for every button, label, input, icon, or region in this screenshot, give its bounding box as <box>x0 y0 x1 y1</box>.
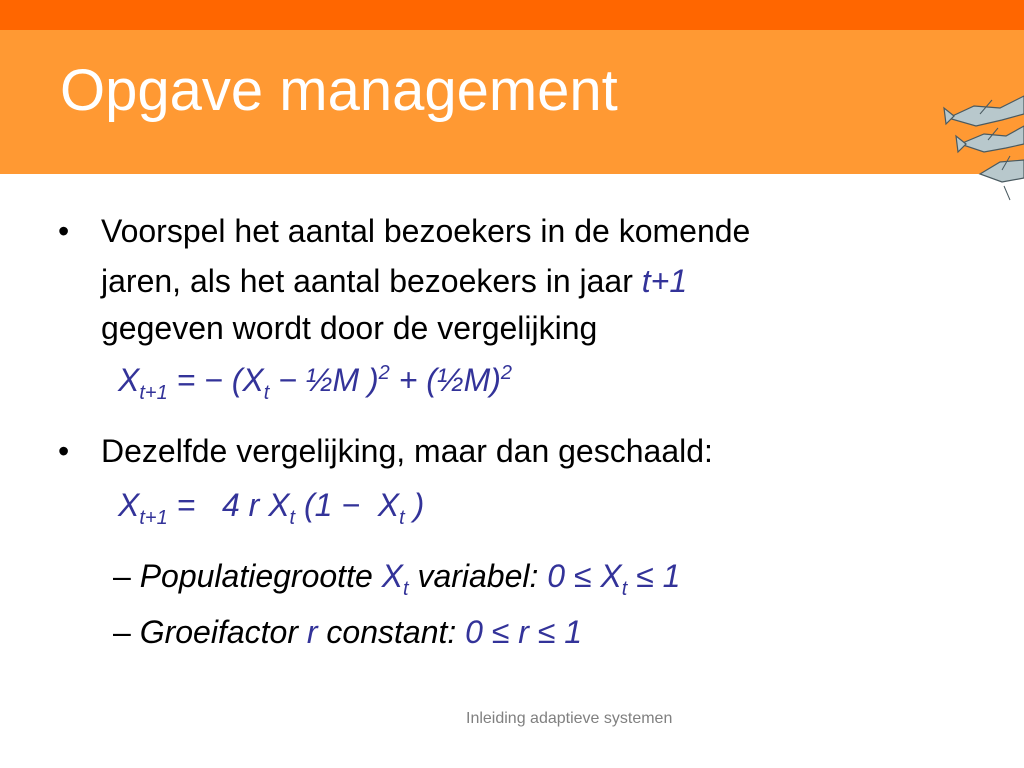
eq1-sub-t: t <box>263 382 270 404</box>
eq2-sub: t+1 <box>139 507 168 529</box>
sub2-dash: – <box>113 614 140 650</box>
slide-footer: Inleiding adaptieve systemen <box>466 710 673 727</box>
slide-title: Opgave management <box>60 58 618 123</box>
bullet1-line2-text: jaren, als het aantal bezoekers in jaar <box>101 263 642 299</box>
equation-1 <box>118 362 512 405</box>
eq1-sub: t+1 <box>139 382 168 404</box>
eq1-rest: − ½M ) <box>269 362 379 398</box>
eq2-mid: (1 − X <box>295 487 400 523</box>
top-accent-strip <box>0 0 1024 30</box>
bullet1-line3: gegeven wordt door de vergelijking <box>101 310 598 346</box>
sub2-label: Groeifactor <box>139 614 307 650</box>
equation-2 <box>118 487 424 530</box>
eq2-X: X <box>118 487 140 523</box>
eq2-sub-t: t <box>289 507 296 529</box>
sub1-label2: variabel: <box>408 558 548 594</box>
bullet-marker: • <box>58 433 70 469</box>
sub1-range-b: ≤ 1 <box>627 558 681 594</box>
eq1-sup1: 2 <box>378 362 390 384</box>
eq2-end: ) <box>404 487 425 523</box>
sub1-range-sub: t <box>621 578 628 600</box>
eq1-X: X <box>118 362 140 398</box>
eq2-sub-t2: t <box>399 507 405 529</box>
fish-logo-icon <box>940 78 1024 202</box>
sub1-dash: – <box>113 558 140 594</box>
eq1-plus: + (½M) <box>389 362 501 398</box>
bullet1-line1: Voorspel het aantal bezoekers in de komende <box>101 213 751 249</box>
sub1-label: Populatiegrootte <box>139 558 382 594</box>
sub1-range-a: 0 ≤ X <box>547 558 622 594</box>
bullet1-variable: t+1 <box>641 263 688 299</box>
sub1-var-sub: t <box>402 578 409 600</box>
sub2-var: r <box>306 614 318 650</box>
eq2-eq: = 4 r X <box>167 487 290 523</box>
bullet1-line2 <box>101 255 687 307</box>
sub-bullet-2 <box>113 606 582 658</box>
eq1-mid: = − (X <box>167 362 264 398</box>
bullet2-text: Dezelfde vergelijking, maar dan geschaald: <box>101 433 713 469</box>
eq1-sup2: 2 <box>500 362 513 384</box>
sub2-label2: constant: <box>317 614 466 650</box>
bullet-marker: • <box>58 213 70 249</box>
sub2-range: 0 ≤ r ≤ 1 <box>465 614 583 650</box>
sub1-var: X <box>381 558 403 594</box>
